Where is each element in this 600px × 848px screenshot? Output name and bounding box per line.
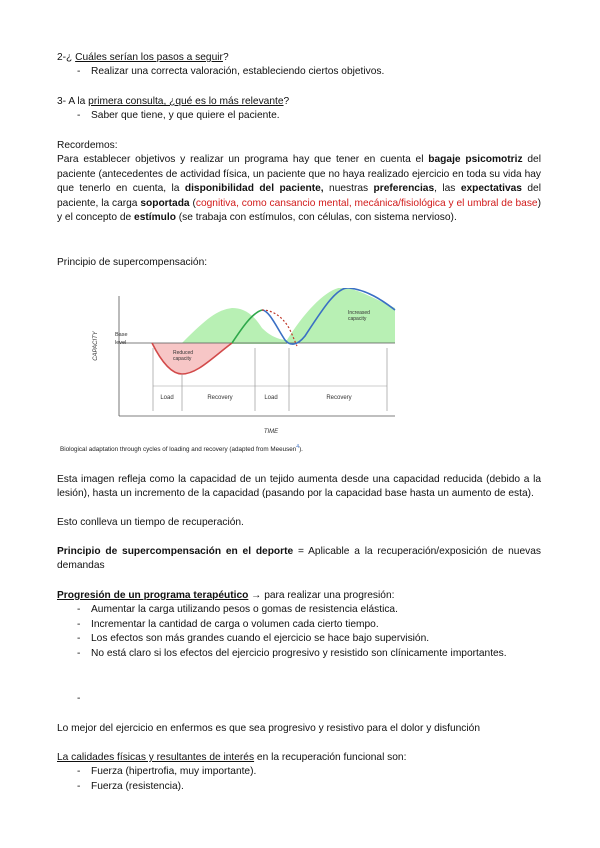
- recordemos-paragraph: Para establecer objetivos y realizar un programa hay que tener en cuenta el bagaje psicomotriz del paciente (antecedentes de actividad física, un paciente que no haya realizado ejercicio en toda su vida hay que tenerlo en cuenta, la disponibilidad del paciente, nuestras preferencias, las expectativas del paciente, la carga soportada (cognitiva, como cansancio mental, mecánica/fisiológica y el umbral de base) y el concepto de estímulo (se trabaja con estímulos, con células, con sistema nervioso).: [57, 154, 541, 224]
- list-item: - Aumentar la carga utilizando pesos o gomas de resistencia elástica.: [57, 603, 541, 617]
- progresion-heading: Progresión de un programa terapéutico → para realizar una progresión:: [57, 590, 395, 601]
- question-2-text: 2-¿ Cuáles serían los pasos a seguir?: [57, 52, 229, 63]
- recordemos-heading: Recordemos:: [57, 140, 118, 151]
- list-item: - Fuerza (hipertrofia, muy importante).: [57, 765, 541, 779]
- calidades-section: [57, 751, 541, 794]
- lo-mejor-line: Lo mejor del ejercicio en enfermos es que sea progresivo y resistivo para el dolor y disfunción: [57, 723, 480, 734]
- question-2-answer-list: [57, 65, 541, 79]
- x-axis-label: TIME: [263, 429, 279, 435]
- question-3-text: 3- A la primera consulta, ¿qué es lo más relevante?: [57, 96, 290, 107]
- question-3-underlined: primera consulta, ¿qué es lo más relevante: [88, 96, 284, 107]
- list-item: - Los efectos son más grandes cuando el ejercicio se hace bajo supervisión.: [57, 632, 541, 646]
- y-axis-label: CAPACITY: [93, 331, 99, 361]
- phase-label-load-1: Load: [160, 395, 174, 401]
- deporte-paragraph: Principio de supercompensación en el deporte = Aplicable a la recuperación/exposición de nuevas demandas: [57, 546, 541, 572]
- phase-label-load-2: Load: [264, 395, 278, 401]
- supercompensation-figure: [57, 288, 402, 443]
- list-item: - Fuerza (resistencia).: [57, 780, 541, 794]
- list-item: - No está claro si los efectos del ejercicio progresivo y resistido son clínicamente importantes.: [57, 647, 541, 661]
- calidades-heading: La calidades físicas y resultantes de interés en la recuperación funcional son:: [57, 752, 407, 763]
- increased-fill-2: [287, 288, 395, 343]
- progresion-list: [57, 603, 541, 661]
- question-3-answer-list: [57, 109, 541, 123]
- supercompensation-chart: [57, 288, 402, 438]
- principio-heading: Principio de supercompensación:: [57, 257, 208, 268]
- list-item: - Incrementar la cantidad de carga o volumen cada cierto tiempo.: [57, 618, 541, 632]
- list-item: [57, 692, 541, 706]
- base-level-label: Base level: [115, 332, 128, 346]
- recordemos-section: [57, 139, 541, 225]
- list-item: - Saber que tiene, y que quiere el paciente.: [57, 109, 541, 123]
- reduced-capacity-label: Reduced capacity: [173, 350, 194, 362]
- reduced-fill: [152, 343, 232, 374]
- phase-label-recovery-1: Recovery: [207, 395, 233, 401]
- empty-dash: [57, 692, 541, 706]
- calidades-list: [57, 765, 541, 794]
- list-item: - Realizar una correcta valoración, estableciendo ciertos objetivos.: [57, 65, 541, 79]
- phase-label-recovery-2: Recovery: [326, 395, 352, 401]
- question-2: [57, 51, 541, 80]
- increased-capacity-label: Increased capacity: [348, 310, 370, 322]
- question-3: [57, 95, 541, 124]
- progresion-section: [57, 589, 541, 661]
- question-2-underlined: Cuáles serían los pasos a seguir: [75, 52, 223, 63]
- figure-caption: Biological adaptation through cycles of loading and recovery (adapted from Meeusen$^4$).: [60, 444, 303, 454]
- explicacion-paragraph: Esta imagen refleja como la capacidad de un tejido aumenta desde una capacidad reducida (debido a la lesión), hasta un incremento de la capacidad (pasando por la capacidad base hasta un aumento de esta).: [57, 474, 541, 500]
- recuperacion-line: Esto conlleva un tiempo de recuperación.: [57, 517, 244, 528]
